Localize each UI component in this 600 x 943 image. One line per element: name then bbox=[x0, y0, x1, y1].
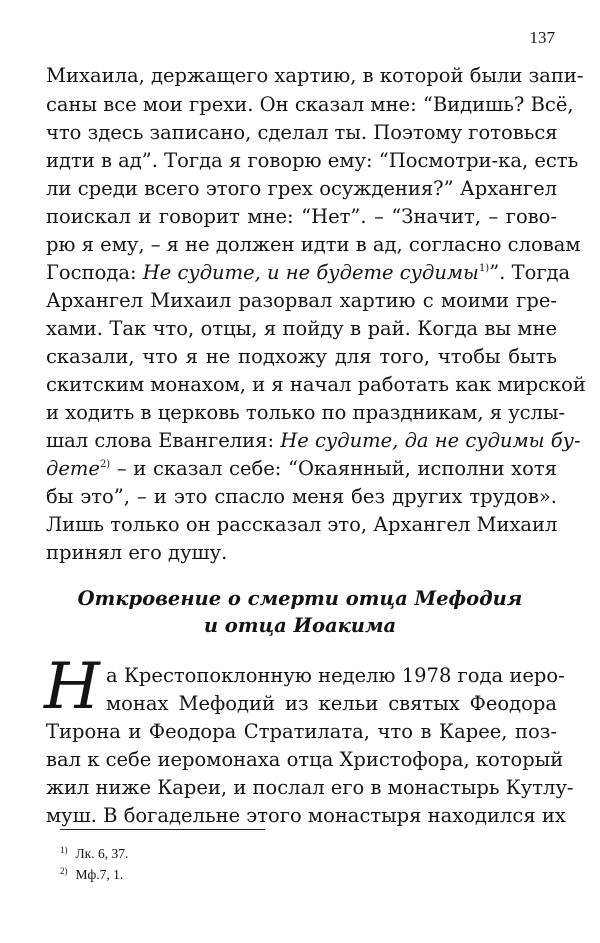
text-line: Лишь только он рассказал это, Архангел Михаил bbox=[46, 513, 558, 536]
text-fragment: шал слова Евангелия: bbox=[46, 429, 281, 452]
text-line: поискал и говорит мне: “Нет”. – “Значит, – гово- bbox=[46, 205, 557, 228]
text-line: саны все мои грехи. Он сказал мне: “Видишь? Всё, bbox=[46, 93, 574, 116]
text-fragment: ”. Тогда bbox=[489, 261, 571, 284]
text-line: идти в ад”. Тогда я говорю ему: “Посмотри-ка, есть bbox=[46, 149, 579, 172]
text-line: бы это”, – и это спасло меня без других трудов». bbox=[46, 485, 557, 508]
scripture-quote: Не судите, да не судимы бу- bbox=[280, 429, 581, 452]
text-line: жил ниже Кареи, и послал его в монастырь Кутлу- bbox=[46, 776, 574, 799]
text-line: Тирона и Феодора Стратилата, что в Карее, поз- bbox=[46, 720, 557, 743]
drop-cap-letter: Н bbox=[44, 654, 100, 716]
scripture-quote: дете bbox=[46, 457, 100, 480]
footnote-divider bbox=[60, 829, 265, 830]
text-line: муш. В богадельне этого монастыря находился их bbox=[46, 804, 566, 827]
text-line: и ходить в церковь только по праздникам, я услы- bbox=[46, 401, 566, 424]
footnote-text: Лк. 6, 37. bbox=[75, 846, 129, 861]
section-heading-line: Откровение о смерти отца Мефодия bbox=[77, 587, 523, 610]
footnote-mark: 2) bbox=[60, 866, 68, 876]
drop-cap bbox=[42, 654, 104, 716]
text-line: принял его душу. bbox=[46, 541, 228, 564]
footnote-mark: 1) bbox=[60, 845, 68, 855]
text-line: рю я ему, – я не должен идти в ад, согласно словам bbox=[46, 233, 581, 256]
text-line: скитским монахом, и я начал работать как мирской bbox=[46, 373, 586, 396]
text-line: сказали, что я не подхожу для того, чтобы быть bbox=[46, 345, 557, 368]
footnote bbox=[60, 841, 128, 863]
text-line: хами. Так что, отцы, я пойду в рай. Когда вы мне bbox=[46, 317, 557, 340]
text-line bbox=[46, 427, 581, 455]
text-line: что здесь записано, сделал ты. Поэтому готовься bbox=[46, 121, 558, 144]
footnote bbox=[60, 862, 123, 884]
footnote-text: Мф.7, 1. bbox=[75, 867, 124, 882]
text-line: Архангел Михаил разорвал хартию с моими гре- bbox=[46, 289, 557, 312]
text-line: ли среди всего этого грех осуждения?” Архангел bbox=[46, 177, 557, 200]
text-fragment: Господа: bbox=[46, 261, 143, 284]
scripture-quote: Не судите, и не будете судимы bbox=[142, 261, 479, 284]
text-line bbox=[46, 455, 557, 483]
footnote-reference: 1) bbox=[478, 263, 490, 274]
section-heading-line: и отца Иоакима bbox=[203, 614, 397, 637]
text-line: вал к себе иеромонаха отца Христофора, который bbox=[46, 748, 564, 771]
text-line: а Крестопоклонную неделю 1978 года иеро- bbox=[106, 664, 565, 687]
text-line bbox=[46, 259, 571, 287]
text-fragment: – и сказал себе: “Окаянный, исполни хотя bbox=[110, 457, 557, 480]
footnote-reference: 2) bbox=[99, 459, 111, 470]
text-line: Михаила, держащего хартию, в которой были запи- bbox=[46, 64, 584, 87]
page-number: 137 bbox=[529, 28, 555, 47]
text-line: монах Мефодий из кельи святых Феодора bbox=[106, 692, 557, 715]
